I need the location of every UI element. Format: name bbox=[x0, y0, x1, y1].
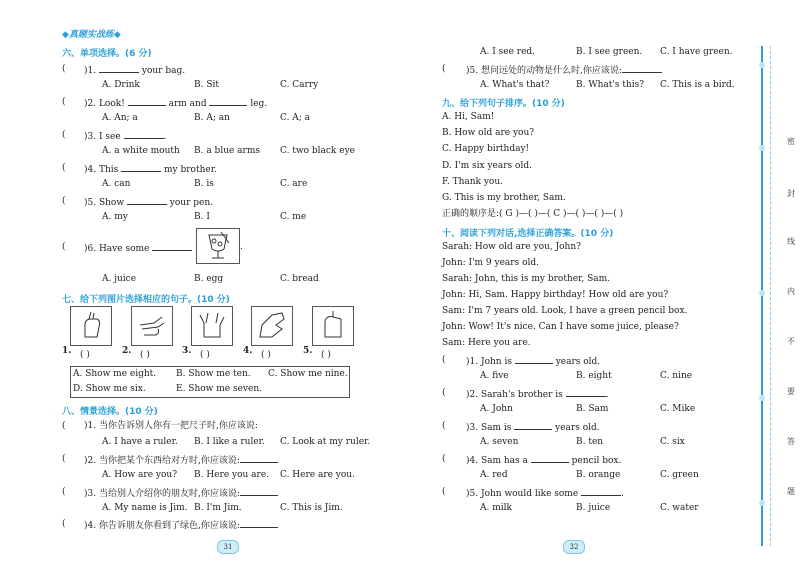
order-line: 正确的顺序是:( G )—( )—( C )—( )—( )—( ) bbox=[442, 209, 624, 219]
banner: ◆真题实战练◆ bbox=[62, 30, 121, 40]
pic-num: 1. bbox=[62, 346, 72, 356]
seal-dashed-line bbox=[770, 46, 771, 546]
sentence: A. Hi, Sam! bbox=[442, 112, 495, 122]
seal-char: 封 bbox=[787, 189, 795, 198]
juice-glass-image bbox=[196, 228, 240, 264]
option: B. I see green. bbox=[576, 47, 643, 57]
margin-dot bbox=[759, 62, 765, 68]
pic-num: 5. bbox=[303, 346, 313, 356]
margin-dot bbox=[759, 145, 765, 151]
section-9-title: 九、给下列句子排序。(10 分) bbox=[442, 99, 565, 109]
page-number: 32 bbox=[563, 540, 585, 554]
option: C. This is a bird. bbox=[660, 80, 735, 90]
seal-char: 线 bbox=[787, 237, 795, 246]
sentence: F. Thank you. bbox=[442, 177, 504, 187]
margin-dot bbox=[759, 290, 765, 296]
s8-q5: )5. 想问远处的动物是什么时,你应该说: bbox=[466, 64, 662, 77]
sentence: B. How old are you? bbox=[442, 128, 535, 138]
seal-char: 要 bbox=[787, 387, 795, 396]
margin-dot bbox=[759, 500, 765, 506]
section-7-title: 七、给下列图片选择相应的句子。(10 分) bbox=[62, 295, 230, 305]
option: C. I have green. bbox=[660, 47, 733, 57]
answer-paren: ( ) bbox=[80, 350, 90, 360]
seal-char: 内 bbox=[787, 287, 795, 296]
option: A. I see red. bbox=[480, 47, 536, 57]
sentence: C. Happy birthday! bbox=[442, 144, 530, 154]
sidebar-line bbox=[761, 46, 763, 546]
answer-paren: ( ) bbox=[261, 350, 271, 360]
dialog-line: Sam: Here you are. bbox=[442, 338, 531, 348]
choice: E. Show me seven. bbox=[176, 384, 262, 394]
section-8-title: 八、情景选择。(10 分) bbox=[62, 407, 158, 417]
dialog-line: Sarah: How old are you, John? bbox=[442, 242, 581, 252]
section-10-title: 十、阅读下列对话,选择正确答案。(10 分) bbox=[442, 229, 614, 239]
pic-num: 4. bbox=[243, 346, 253, 356]
pic-num: 3. bbox=[182, 346, 192, 356]
choice: B. Show me ten. bbox=[176, 369, 251, 379]
hand-sign-image bbox=[70, 306, 112, 346]
hand-sign-image bbox=[251, 306, 293, 346]
answer-paren: ( ) bbox=[140, 350, 150, 360]
sentence: D. I'm six years old. bbox=[442, 161, 532, 171]
hand-sign-image bbox=[312, 306, 354, 346]
option: A. What's that? bbox=[480, 80, 550, 90]
dialog-line: John: Wow! It's nice. Can I have some juice, please? bbox=[442, 322, 679, 332]
choice: C. Show me nine. bbox=[268, 369, 348, 379]
answer-paren: ( ) bbox=[321, 350, 331, 360]
hand-sign-image bbox=[131, 306, 173, 346]
option: B. What's this? bbox=[576, 80, 645, 90]
hand-sign-image bbox=[191, 306, 233, 346]
margin-dot bbox=[759, 395, 765, 401]
section-6-title: 六、单项选择。(6 分) bbox=[62, 49, 152, 59]
page-number: 31 bbox=[217, 540, 239, 554]
dialog-line: John: I'm 9 years old. bbox=[442, 258, 540, 268]
dialog-line: John: Hi, Sam. Happy birthday! How old are you? bbox=[442, 290, 669, 300]
answer-paren: ( ) bbox=[200, 350, 210, 360]
choice: A. Show me eight. bbox=[73, 369, 157, 379]
dialog-line: Sarah: John, this is my brother, Sam. bbox=[442, 274, 611, 284]
sentence: G. This is my brother, Sam. bbox=[442, 193, 566, 203]
seal-char: 答 bbox=[787, 437, 795, 446]
seal-char: 题 bbox=[787, 487, 795, 496]
seal-char: 密 bbox=[787, 137, 795, 146]
choice: D. Show me six. bbox=[73, 384, 146, 394]
pic-num: 2. bbox=[122, 346, 132, 356]
dialog-line: Sam: I'm 7 years old. Look, I have a green pencil box. bbox=[442, 306, 688, 316]
seal-char: 不 bbox=[787, 337, 795, 346]
